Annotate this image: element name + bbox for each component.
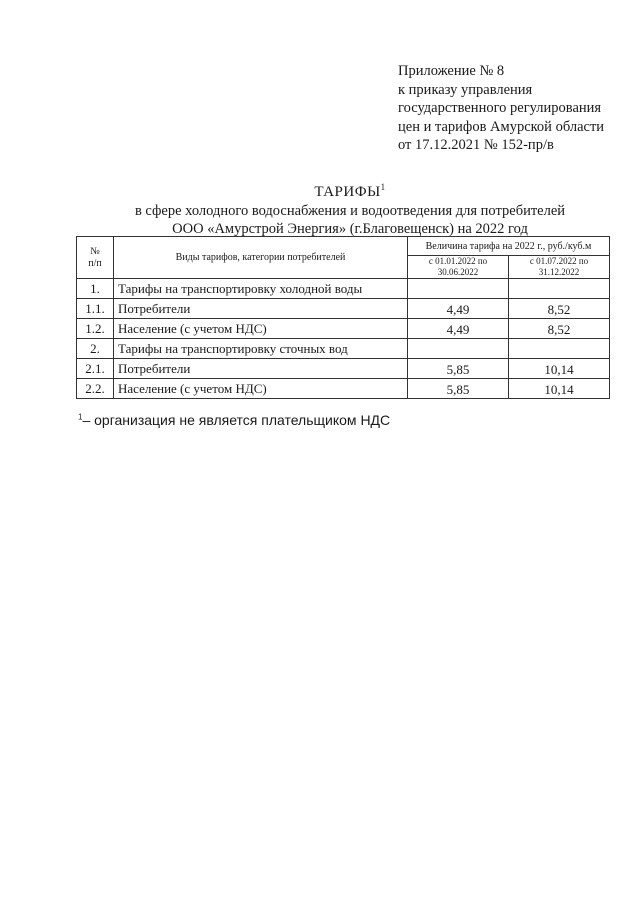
row-kind: Потребители — [114, 299, 408, 319]
table-row — [77, 299, 610, 319]
row-value-1: 4,49 — [408, 319, 509, 339]
header-num: № п/п — [77, 237, 114, 279]
row-kind: Тарифы на транспортировку холодной воды — [114, 279, 408, 299]
title-line: в сфере холодного водоснабжения и водоотведения для потребителей — [134, 202, 566, 219]
table-row — [77, 379, 610, 399]
row-kind: Тарифы на транспортировку сточных вод — [114, 339, 408, 359]
footnote-mark: 1 — [78, 412, 83, 422]
table-row — [77, 319, 610, 339]
row-num: 2.1. — [77, 359, 114, 379]
row-value-1: 5,85 — [408, 359, 509, 379]
row-num: 1.2. — [77, 319, 114, 339]
appendix-line: государственного регулирования — [398, 100, 602, 116]
header-value: Величина тарифа на 2022 г., руб./куб.м — [408, 237, 610, 256]
row-value-2: 8,52 — [509, 299, 610, 319]
row-value-1 — [408, 279, 509, 299]
row-value-2 — [509, 339, 610, 359]
row-num: 2. — [77, 339, 114, 359]
row-num: 1. — [77, 279, 114, 299]
row-kind: Потребители — [114, 359, 408, 379]
appendix-line: от 17.12.2021 № 152-пр/в — [398, 137, 554, 153]
row-value-1 — [408, 339, 509, 359]
header-period-1: с 01.01.2022 по 30.06.2022 — [408, 256, 509, 279]
row-value-2 — [509, 279, 610, 299]
document-title — [100, 178, 600, 239]
row-num: 1.1. — [77, 299, 114, 319]
tariff-table — [76, 236, 610, 399]
table-row — [77, 359, 610, 379]
table-row — [77, 279, 610, 299]
footnote-mark: 1 — [380, 182, 386, 192]
row-num: 2.2. — [77, 379, 114, 399]
row-value-1: 4,49 — [408, 299, 509, 319]
title-line: ООО «Амурстрой Энергия» (г.Благовещенск) на 2022 год — [172, 221, 528, 237]
table-header-row — [77, 237, 610, 256]
footnote — [78, 412, 390, 428]
table-row — [77, 339, 610, 359]
row-kind: Население (с учетом НДС) — [114, 379, 408, 399]
row-kind: Население (с учетом НДС) — [114, 319, 408, 339]
appendix-line: цен и тарифов Амурской области — [398, 118, 605, 135]
appendix-header — [398, 62, 604, 155]
row-value-1: 5,85 — [408, 379, 509, 399]
title-main: ТАРИФЫ$^1$ — [314, 182, 386, 200]
footnote-text: – организация не является плательщиком НДС — [82, 412, 391, 428]
row-value-2: 10,14 — [509, 359, 610, 379]
header-period-2: с 01.07.2022 по 31.12.2022 — [509, 256, 610, 279]
header-kind: Виды тарифов, категории потребителей — [114, 237, 408, 279]
appendix-line: к приказу управления — [398, 81, 533, 98]
row-value-2: 10,14 — [509, 379, 610, 399]
row-value-2: 8,52 — [509, 319, 610, 339]
appendix-line: Приложение № 8 — [398, 63, 505, 79]
